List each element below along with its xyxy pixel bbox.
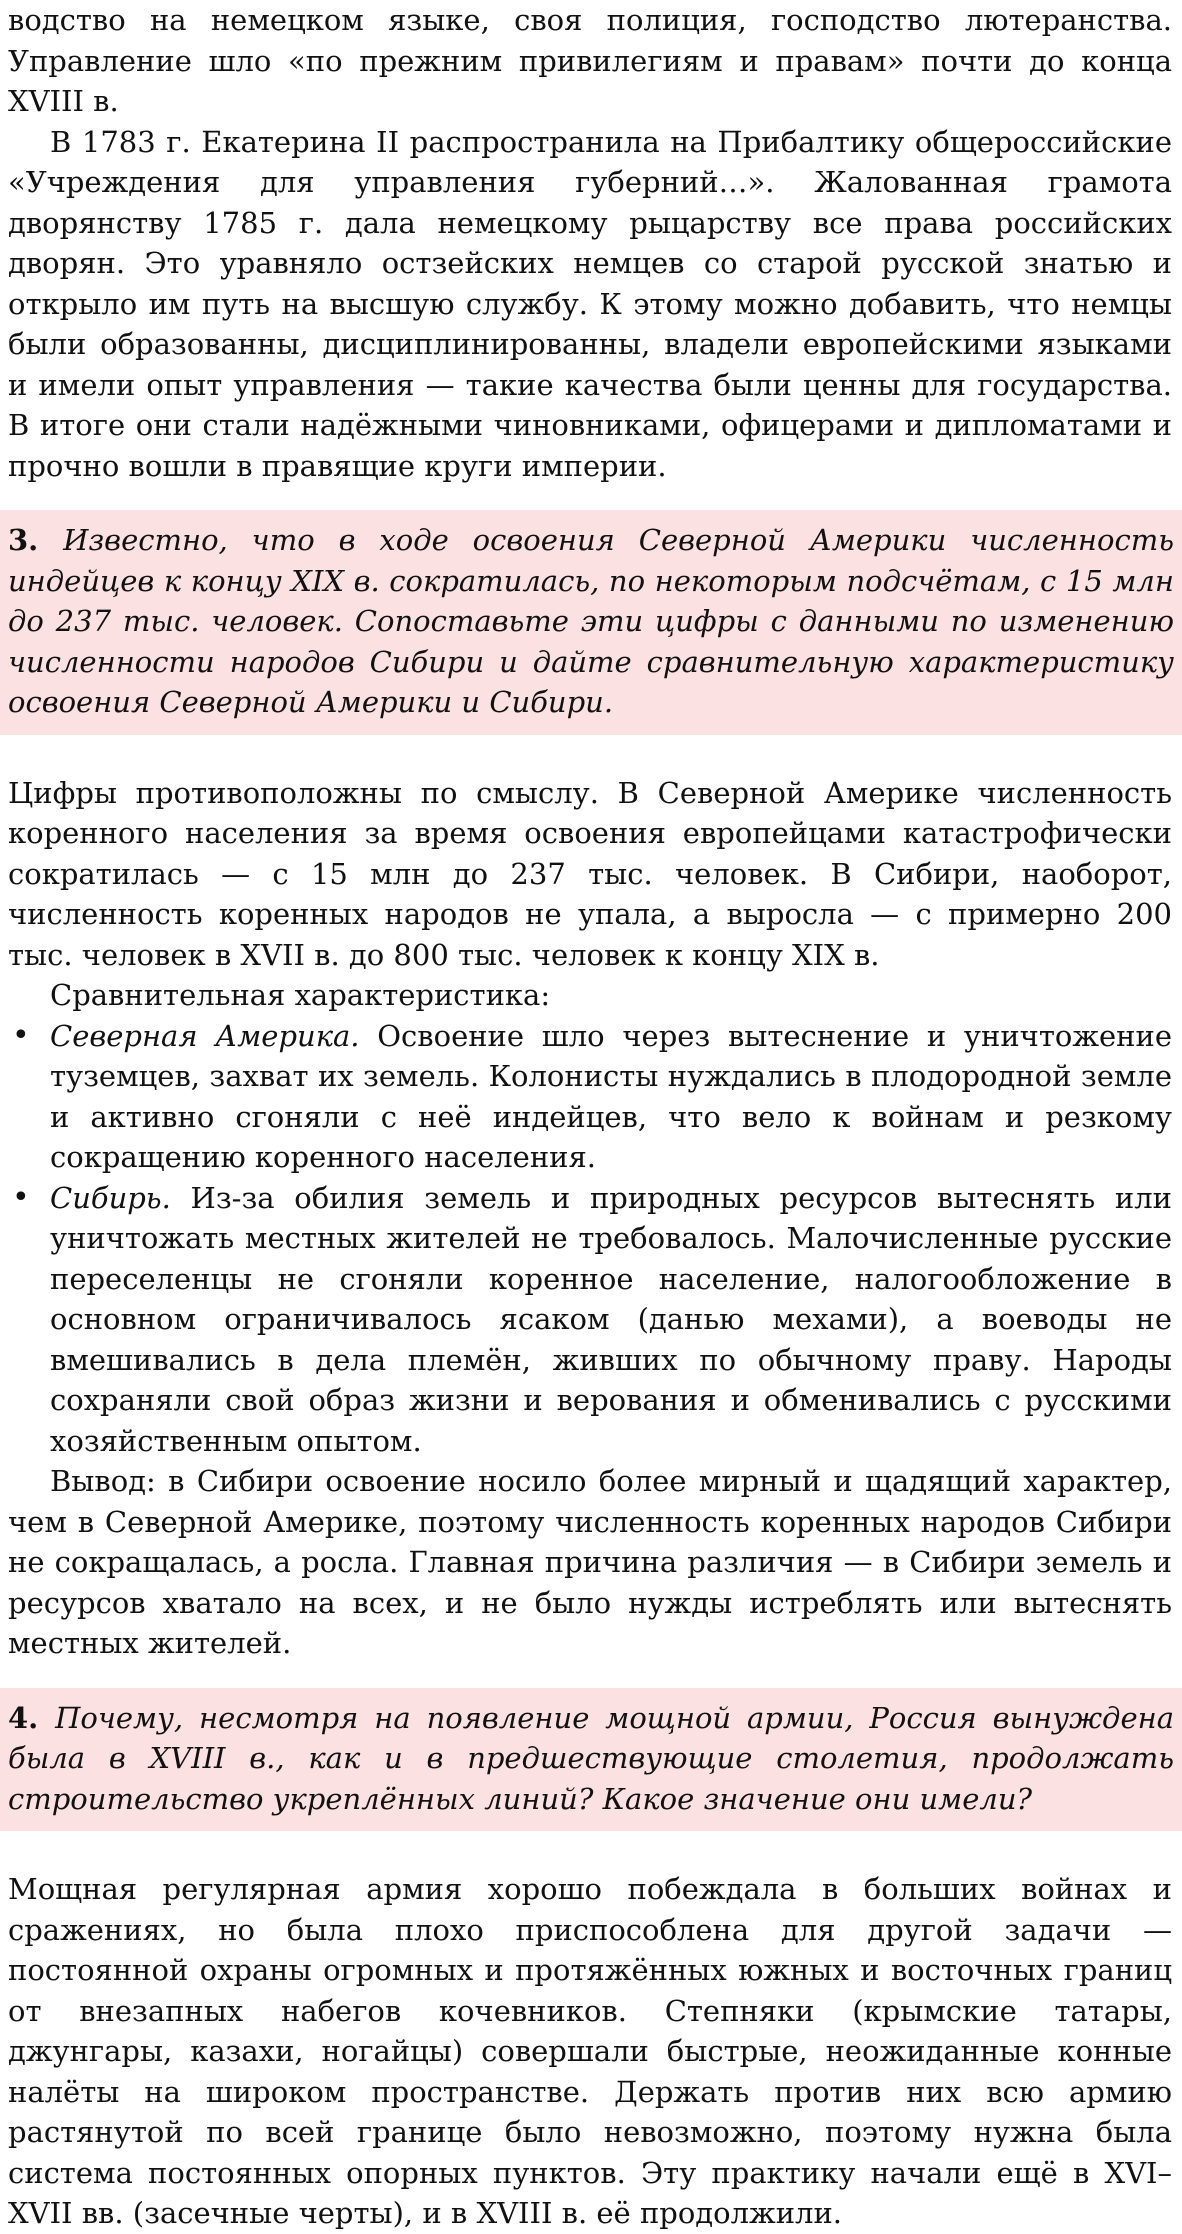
question-3-number: 3. bbox=[8, 523, 64, 557]
spacer bbox=[0, 486, 1182, 510]
answer-3-paragraph-2: Сравнительная характеристика: bbox=[50, 978, 551, 1012]
list-item-north-america bbox=[8, 1016, 1172, 1178]
list-item-siberia bbox=[8, 1178, 1172, 1462]
intro-paragraph-2: В 1783 г. Екатерина II распространила на Прибалтику общероссийские «Учреждения для управления губерний…». Жалованная грамота дворянству 1785 г. дала немецкому рыцарству все права российских дворян. Это уравняло остзейских немцев со старой русской знатью и открыло им путь на высшую службу. К этому можно добавить, что немцы были образованны, дисциплинированны, владели европейскими языками и имели опыт управления — такие качества были ценны для государства. В итоге они стали надёжными чиновниками, офицерами и дипломатами и прочно вошли в правящие круги империи. bbox=[8, 124, 1172, 483]
comparison-list bbox=[8, 1016, 1172, 1462]
answer-3-conclusion: Вывод: в Сибири освоение носило более мирный и щадящий характер, чем в Северной Америке, поэтому численность коренных народов Сибири не сокращалась, а росла. Главная причина различия — в Сибири земель и ресурсов хватало на всех, и не было нужды истреблять или вытеснять местных жителей. bbox=[8, 1464, 1172, 1660]
question-3-text: Известно, что в ходе освоения Северной Америки численность индейцев к концу XIX в. сократилась, по некоторым подсчётам, с 15 млн до 237 тыс. человек. Сопоставьте эти цифры с данными по изменению численности народов Сибири и дайте сравнительную характеристику освоения Северной Америки и Сибири. bbox=[8, 523, 1174, 719]
answer-3-paragraph-1: Цифры противоположны по смыслу. В Северной Америке численность коренного населения за время освоения европейцами катастрофически сократилась — с 15 млн до 237 тыс. человек. В Сибири, наоборот, численность коренных народов не упала, а выросла — с примерно 200 тыс. человек в XVII в. до 800 тыс. человек к концу XIX в. bbox=[8, 775, 1172, 972]
question-4-box bbox=[0, 1688, 1182, 1832]
list-item-term: Северная Америка. bbox=[50, 1018, 360, 1053]
answer-4-paragraph-1: Мощная регулярная армия хорошо побеждала в больших войнах и сражениях, но была плохо приспособлена для другой задачи — постоянной охраны огромных и протяжённых южных и восточных границ от внезапных набегов кочевников. Степняки (крымские татары, джунгары, казахи, ногайцы) совершали быстрые, неожиданные конные налёты на широком пространстве. Держать против них всю армию растянутой по всей границе было невозможно, поэтому нужна была система постоянных опорных пунктов. Эту практику начали ещё в XVI–XVII вв. (засечные черты), и в XVIII в. её продолжили. bbox=[8, 1872, 1172, 2230]
answer-3 bbox=[0, 773, 1172, 1664]
spacer bbox=[0, 735, 1182, 773]
question-4-text: Почему, несмотря на появление мощной армии, Россия вынуждена была в XVIII в., как и в предшествующие столетия, продолжать строительство укреплённых линий? Какое значение они имели? bbox=[8, 1700, 1174, 1816]
question-3-box bbox=[0, 510, 1182, 735]
list-item-term: Сибирь. bbox=[50, 1180, 171, 1215]
list-item-text: Из-за обилия земель и природных ресурсов вытеснять или уничтожать местных жителей не требовалось. Малочисленные русские переселенцы не сгоняли коренное население, налогообложение в основном ограничивалось ясаком (данью мехами), а воеводы не вмешивались в дела племён, живших по обычному праву. Народы сохраняли свой образ жизни и верования и обменивались с русскими хозяйственным опытом. bbox=[50, 1180, 1172, 1458]
spacer bbox=[0, 1831, 1182, 1869]
question-4-number: 4. bbox=[8, 1700, 56, 1735]
spacer bbox=[0, 1664, 1182, 1688]
list-item-text: Освоение шло через вытеснение и уничтожение туземцев, захват их земель. Колонисты нуждались в плодородной земле и активно сгоняли с неё индейцев, что вело к войнам и резкому сокращению коренного населения. bbox=[50, 1018, 1172, 1174]
intro-paragraph-1: водство на немецком языке, своя полиция, господство лютеранства. Управление шло «по прежним привилегиям и правам» почти до конца XVIII в. bbox=[8, 3, 1172, 118]
answer-4 bbox=[0, 1869, 1172, 2234]
intro-text bbox=[0, 0, 1172, 486]
